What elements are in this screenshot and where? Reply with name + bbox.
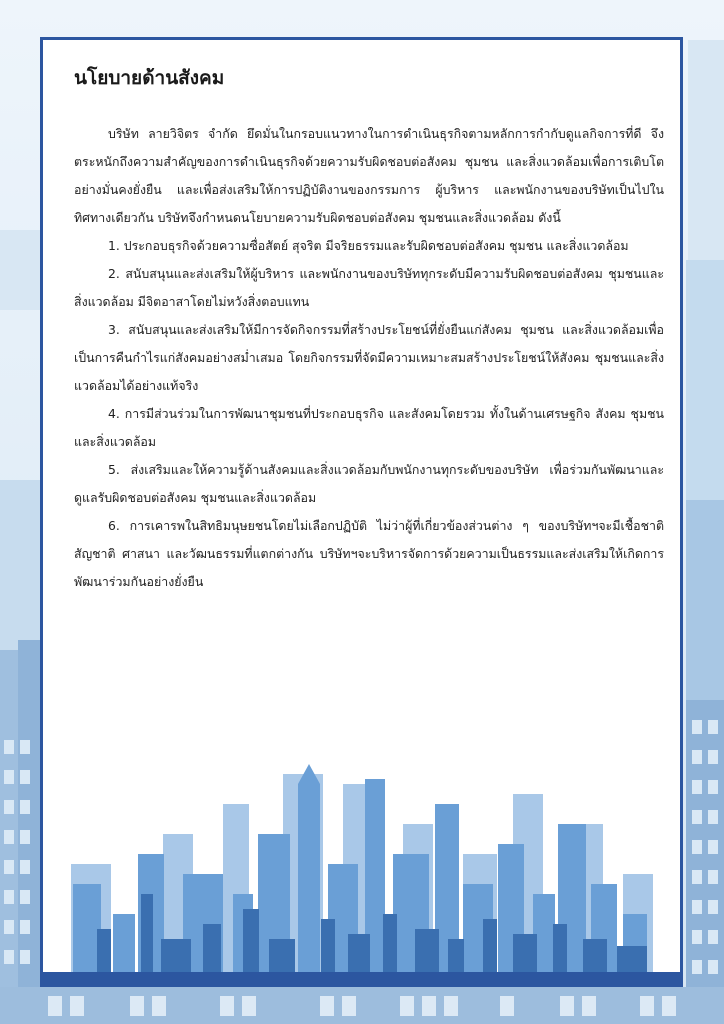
document-content: [74, 64, 664, 596]
policy-item-4: 4. การมีส่วนร่วมในการพัฒนาชุมชนที่ประกอบธุรกิจ และสังคมโดยรวม ทั้งในด้านเศรษฐกิจ สังคม ชุมชน และสิ่งแวดล้อม: [74, 406, 664, 449]
document-card: [40, 37, 683, 987]
policy-item-1: 1. ประกอบธุรกิจด้วยความซื่อสัตย์ สุจริต มีจริยธรรมและรับผิดชอบต่อสังคม ชุมชน และสิ่งแวดล้อม: [108, 238, 629, 253]
city-skyline-silhouette: [43, 684, 680, 984]
intro-paragraph: บริษัท ลายวิจิตร จำกัด ยึดมั่นในกรอบแนวทางในการดำเนินธุรกิจตามหลักการกำกับดูแลกิจการที่ดี จึงตระหนักถึงความสำคัญของการดำเนินธุรกิจด้วยความรับผิดชอบต่อสังคม ชุมชน และสิ่งแวดล้อมเพื่อการเติบโตอย่างมั่นคงยั่งยืน และเพื่อส่งเสริมให้การปฏิบัติงานของกรรมการ ผู้บริหาร และพนักงานของบริษัทเป็นไปในทิศทางเดียวกัน บริษัทจึงกำหนดนโยบายความรับผิดชอบต่อสังคม ชุมชนและสิ่งแวดล้อม ดังนี้: [74, 126, 664, 225]
policy-item-5: 5. ส่งเสริมและให้ความรู้ด้านสังคมและสิ่งแวดล้อมกับพนักงานทุกระดับของบริษัท เพื่อร่วมกันพัฒนาและดูแลรับผิดชอบต่อสังคม ชุมชนและสิ่งแวดล้อม: [74, 462, 664, 505]
page-title: นโยบายด้านสังคม: [74, 67, 225, 89]
policy-item-2: 2. สนับสนุนและส่งเสริมให้ผู้บริหาร และพนักงานของบริษัททุกระดับมีความรับผิดชอบต่อสังคม ชุมชนและสิ่งแวดล้อม มีจิตอาสาโดยไม่หวังสิ่งตอบแทน: [74, 266, 664, 309]
policy-item-3: 3. สนับสนุนและส่งเสริมให้มีการจัดกิจกรรมที่สร้างประโยชน์ที่ยั่งยืนแก่สังคม ชุมชน และสิ่งแวดล้อมเพื่อเป็นการคืนกำไรแก่สังคมอย่างสม่ำเสมอ โดยกิจกรรมที่จัดมีความเหมาะสมสร้างประโยชน์ให้สังคม ชุมชนและสิ่งแวดล้อมได้อย่างแท้จริง: [74, 322, 664, 393]
policy-item-6: 6. การเคารพในสิทธิมนุษยชนโดยไม่เลือกปฏิบัติ ไม่ว่าผู้ที่เกี่ยวข้องส่วนต่าง ๆ ของบริษัทฯจะมีเชื้อชาติ สัญชาติ ศาสนา และวัฒนธรรมที่แตกต่างกัน บริษัทฯจะบริหารจัดการด้วยความเป็นธรรมและส่งเสริมให้เกิดการพัฒนาร่วมกันอย่างยั่งยืน: [74, 518, 664, 589]
